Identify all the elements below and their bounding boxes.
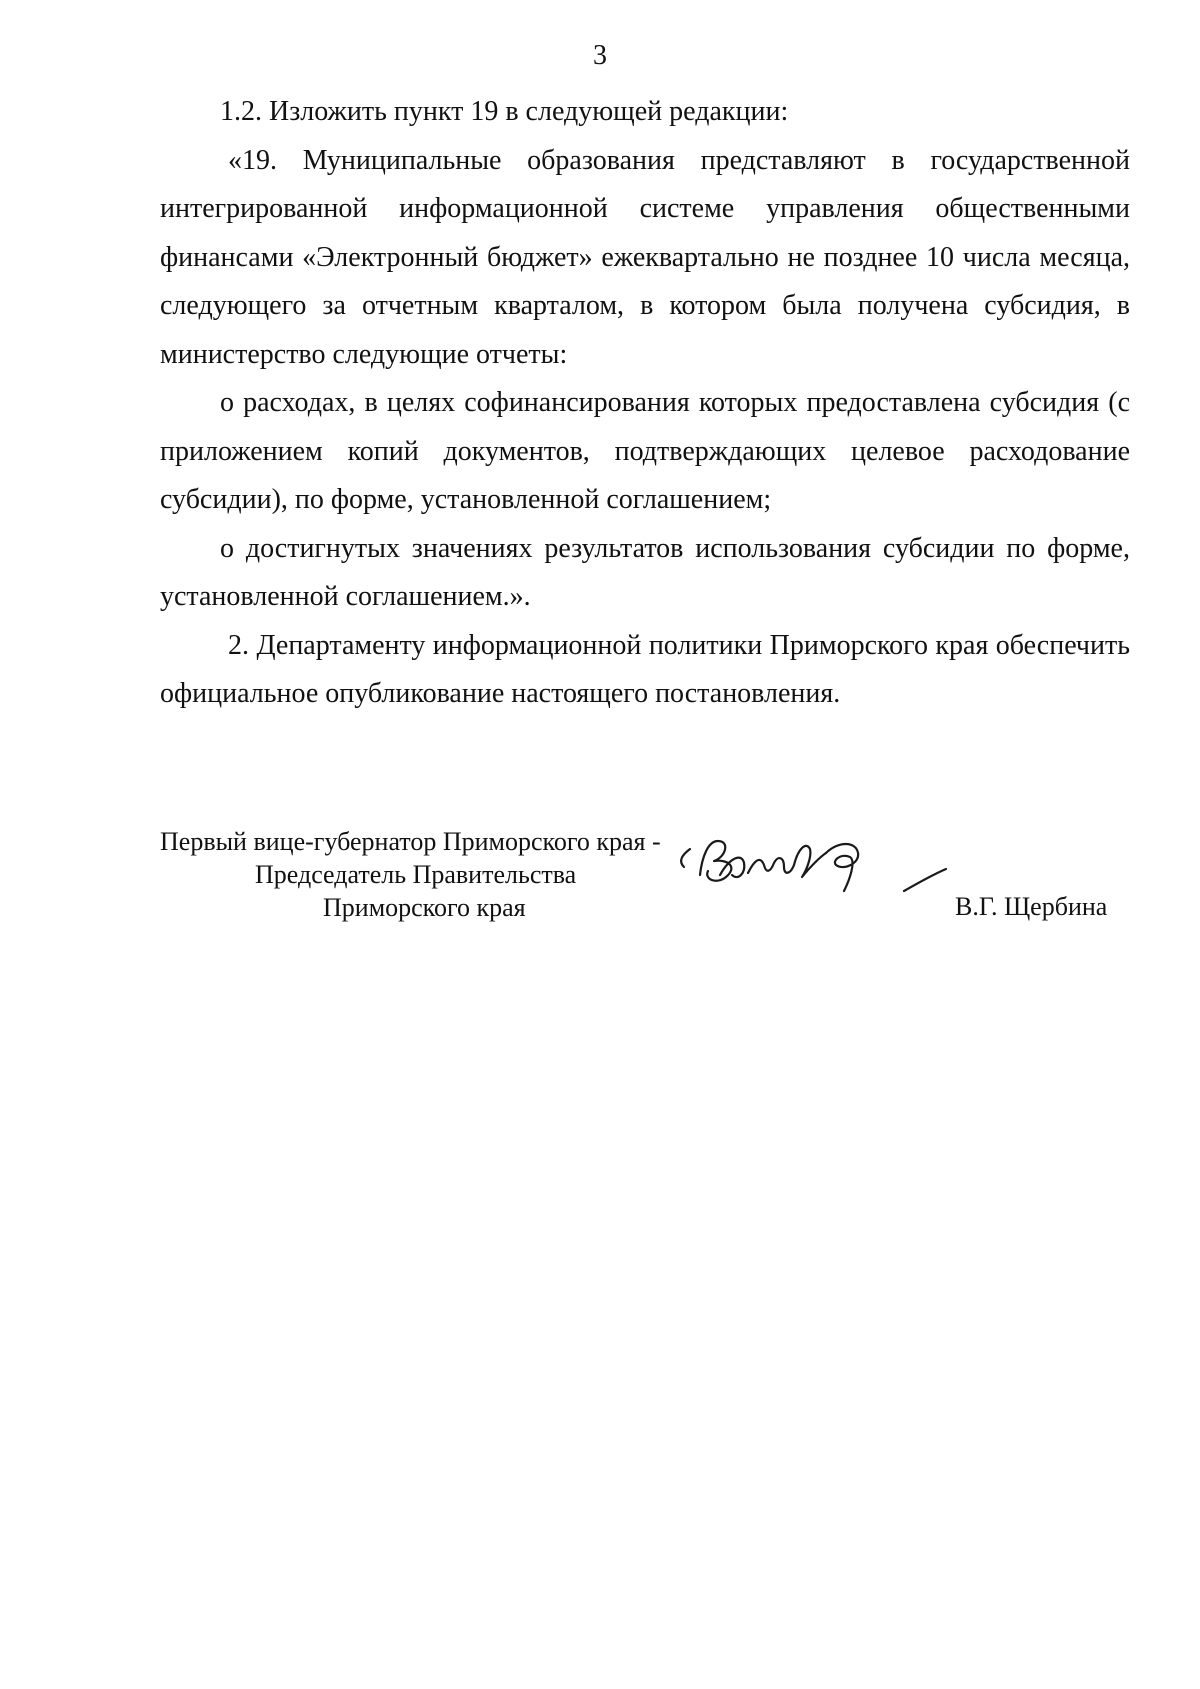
signatory-title-line-2: Председатель Правительства <box>255 860 577 889</box>
paragraph-1-2: 1.2. Изложить пункт 19 в следующей редакции: <box>220 96 789 127</box>
signatory-title-line-3: Приморского края <box>323 893 526 922</box>
paragraph-results-report: о достигнутых значениях результатов использования субсидии по форме, установленной соглашением.». <box>160 532 1130 612</box>
signatory-title <box>160 825 720 924</box>
signature-block <box>160 825 1130 935</box>
paragraph-19: «19. Муниципальные образования представляют в государственной интегрированной информационной системе управления общественными финансами «Электронный бюджет» ежеквартально не позднее 10 числа месяца, следующего за отчетным кварталом, в котором была получена субсидия, в министерство следующие отчеты: <box>160 144 1130 370</box>
document-body <box>160 88 1130 719</box>
signatory-title-line-1: Первый вице-губернатор Приморского края - <box>160 827 661 856</box>
paragraph-expenses-report: о расходах, в целях софинансирования которых предоставлена субсидия (с приложением копий документов, подтверждающих целевое расходование субсидии), по форме, установленной соглашением; <box>160 387 1130 515</box>
signatory-name: В.Г. Щербина <box>955 892 1108 921</box>
paragraph-2: 2. Департаменту информационной политики Приморского края обеспечить официальное опубликование настоящего постановления. <box>160 629 1130 709</box>
page-number: 3 <box>593 40 607 71</box>
